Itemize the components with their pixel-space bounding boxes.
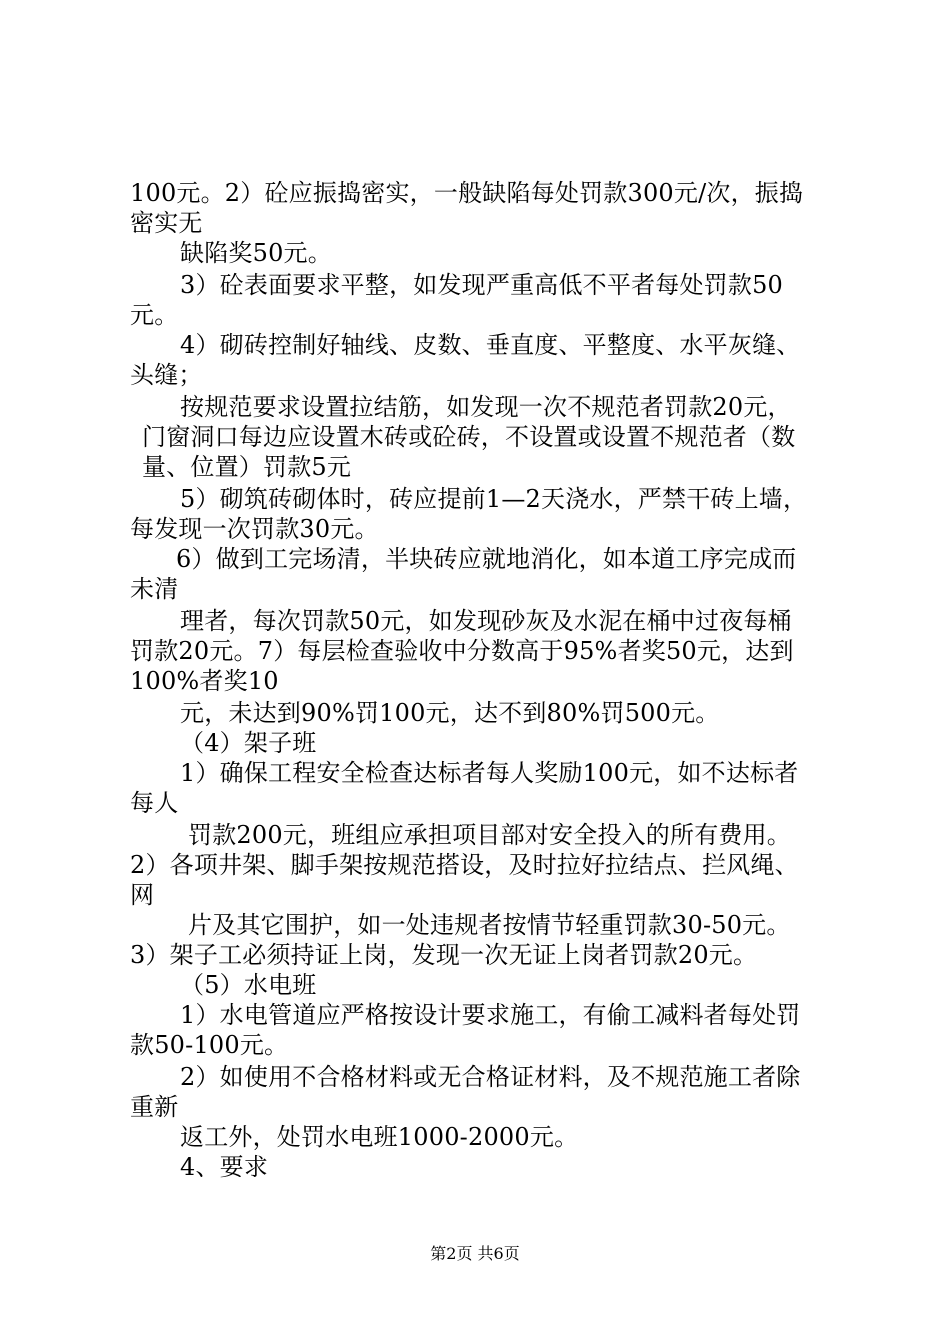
text-line: 2）如使用不合格材料或无合格证材料，及不规范施工者除 xyxy=(180,1063,801,1091)
section-heading: （4）架子班 xyxy=(180,729,317,757)
text-line: 元，未达到90%罚100元，达不到80%罚500元。 xyxy=(180,699,720,727)
text-line: 密实无 xyxy=(130,209,203,237)
text-line: 每发现一次罚款30元。 xyxy=(130,515,379,543)
text-line: 1）水电管道应严格按设计要求施工，有偷工减料者每处罚 xyxy=(180,1001,801,1029)
text-line: 按规范要求设置拉结筋，如发现一次不规范者罚款20元， xyxy=(180,393,792,421)
text-line: 100元。2）砼应振捣密实，一般缺陷每处罚款300元/次，振捣 xyxy=(130,179,804,207)
text-line: 3）砼表面要求平整，如发现严重高低不平者每处罚款50 xyxy=(180,271,784,299)
text-line: 罚款200元，班组应承担项目部对安全投入的所有费用。 xyxy=(188,821,792,849)
text-line: 未清 xyxy=(130,575,179,603)
section-heading: （5）水电班 xyxy=(180,971,317,999)
text-line: 6）做到工完场清，半块砖应就地消化，如本道工序完成而 xyxy=(176,545,797,573)
text-line: 元。 xyxy=(130,301,179,329)
text-line: 100%者奖10 xyxy=(130,667,279,695)
text-line: 5）砌筑砖砌体时，砖应提前1—2天浇水，严禁干砖上墙， xyxy=(180,485,808,513)
text-line: 1）确保工程安全检查达标者每人奖励100元，如不达标者 xyxy=(180,759,799,787)
text-line: 4）砌砖控制好轴线、皮数、垂直度、平整度、水平灰缝、 xyxy=(180,331,801,359)
text-line: 3）架子工必须持证上岗，发现一次无证上岗者罚款20元。 xyxy=(130,941,758,969)
text-line: 网 xyxy=(130,881,155,909)
section-heading: 4、要求 xyxy=(180,1153,269,1181)
text-line: 每人 xyxy=(130,789,179,817)
text-line: 款50-100元。 xyxy=(130,1031,289,1059)
text-line: 片及其它围护，如一处违规者按情节轻重罚款30-50元。 xyxy=(188,911,791,939)
text-line: 门窗洞口每边应设置木砖或砼砖，不设置或设置不规范者（数 xyxy=(142,423,796,451)
text-line: 理者，每次罚款50元，如发现砂灰及水泥在桶中过夜每桶 xyxy=(180,607,792,635)
text-line: 重新 xyxy=(130,1093,179,1121)
text-line: 头缝； xyxy=(130,361,203,389)
page-number-footer: 第2页 共6页 xyxy=(430,1244,520,1263)
text-line: 量、位置）罚款5元 xyxy=(142,453,352,481)
text-line: 2）各项井架、脚手架按规范搭设，及时拉好拉结点、拦风绳、 xyxy=(130,851,799,879)
text-line: 罚款20元。7）每层检查验收中分数高于95%者奖50元，达到 xyxy=(130,637,794,665)
text-line: 返工外，处罚水电班1000-2000元。 xyxy=(180,1123,579,1151)
text-line: 缺陷奖50元。 xyxy=(180,239,332,267)
